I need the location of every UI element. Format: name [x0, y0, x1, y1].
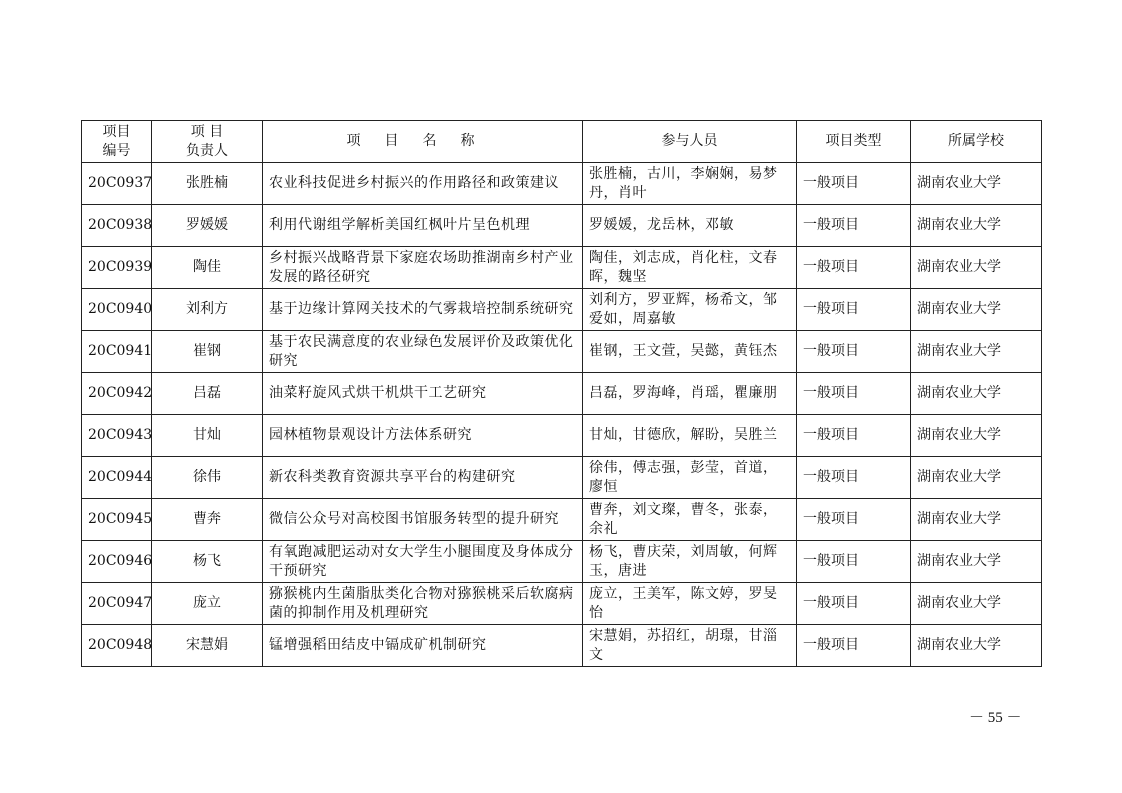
project-type-cell: 一般项目 [797, 289, 911, 331]
project-type-cell: 一般项目 [797, 415, 911, 457]
table-row [82, 163, 1042, 205]
school-cell: 湖南农业大学 [911, 625, 1042, 667]
project-name-cell: 乡村振兴战略背景下家庭农场助推湖南乡村产业发展的路径研究 [263, 247, 583, 289]
project-lead-cell: 曹奔 [152, 499, 263, 541]
table-row [82, 625, 1042, 667]
school-cell: 湖南农业大学 [911, 163, 1042, 205]
participants-cell: 徐伟，傅志强，彭莹，首道，廖恒 [583, 457, 797, 499]
participants-cell: 崔钢，王文萱，吴懿，黄钰杰 [583, 331, 797, 373]
table-row [82, 457, 1042, 499]
project-name-cell: 利用代谢组学解析美国红枫叶片呈色机理 [263, 205, 583, 247]
header-project-name [263, 121, 583, 163]
project-name-cell: 园林植物景观设计方法体系研究 [263, 415, 583, 457]
project-name-cell: 新农科类教育资源共享平台的构建研究 [263, 457, 583, 499]
project-name-cell: 基于农民满意度的农业绿色发展评价及政策优化研究 [263, 331, 583, 373]
school-cell: 湖南农业大学 [911, 289, 1042, 331]
school-cell: 湖南农业大学 [911, 415, 1042, 457]
participants-cell: 宋慧娟，苏招红，胡璟，甘淄文 [583, 625, 797, 667]
school-cell: 湖南农业大学 [911, 541, 1042, 583]
project-id-cell: 20C0941 [82, 331, 152, 373]
table-row [82, 373, 1042, 415]
table-row [82, 499, 1042, 541]
participants-cell: 张胜楠，古川，李娴娴，易梦丹，肖叶 [583, 163, 797, 205]
project-lead-cell: 徐伟 [152, 457, 263, 499]
table-row [82, 583, 1042, 625]
page-number: － 55 － [969, 710, 1022, 726]
school-cell: 湖南农业大学 [911, 499, 1042, 541]
participants-cell: 曹奔，刘文璨，曹冬，张泰，余礼 [583, 499, 797, 541]
project-id-cell: 20C0943 [82, 415, 152, 457]
project-id-cell: 20C0939 [82, 247, 152, 289]
project-id-cell: 20C0944 [82, 457, 152, 499]
header-project-type-label: 项目类型 [825, 133, 882, 149]
school-cell: 湖南农业大学 [911, 373, 1042, 415]
project-type-cell: 一般项目 [797, 499, 911, 541]
participants-cell: 陶佳，刘志成，肖化柱，文春晖，魏坚 [583, 247, 797, 289]
project-type-cell: 一般项目 [797, 205, 911, 247]
table-body [82, 163, 1042, 667]
project-name-cell: 猕猴桃内生菌脂肽类化合物对猕猴桃采后软腐病菌的抑制作用及机理研究 [263, 583, 583, 625]
project-table [81, 120, 1042, 667]
project-lead-cell: 刘利方 [152, 289, 263, 331]
project-name-cell: 微信公众号对高校图书馆服务转型的提升研究 [263, 499, 583, 541]
header-participants [583, 121, 797, 163]
header-school [911, 121, 1042, 163]
school-cell: 湖南农业大学 [911, 331, 1042, 373]
table-header-row [82, 121, 1042, 163]
project-type-cell: 一般项目 [797, 583, 911, 625]
project-id-cell: 20C0945 [82, 499, 152, 541]
school-cell: 湖南农业大学 [911, 457, 1042, 499]
project-lead-cell: 宋慧娟 [152, 625, 263, 667]
table-row [82, 331, 1042, 373]
school-cell: 湖南农业大学 [911, 583, 1042, 625]
project-id-cell: 20C0946 [82, 541, 152, 583]
table-row [82, 415, 1042, 457]
table-row [82, 541, 1042, 583]
project-name-cell: 农业科技促进乡村振兴的作用路径和政策建议 [263, 163, 583, 205]
school-cell: 湖南农业大学 [911, 247, 1042, 289]
project-name-cell: 基于边缘计算网关技术的气雾栽培控制系统研究 [263, 289, 583, 331]
project-lead-cell: 陶佳 [152, 247, 263, 289]
project-lead-cell: 罗媛媛 [152, 205, 263, 247]
header-project-type [797, 121, 911, 163]
header-project-lead [152, 121, 263, 163]
project-lead-cell: 甘灿 [152, 415, 263, 457]
school-cell: 湖南农业大学 [911, 205, 1042, 247]
header-school-label: 所属学校 [948, 133, 1004, 149]
table-row [82, 289, 1042, 331]
project-id-cell: 20C0938 [82, 205, 152, 247]
header-participants-label: 参与人员 [661, 133, 718, 149]
project-type-cell: 一般项目 [797, 331, 911, 373]
project-type-cell: 一般项目 [797, 247, 911, 289]
project-type-cell: 一般项目 [797, 373, 911, 415]
project-lead-cell: 张胜楠 [152, 163, 263, 205]
participants-cell: 罗媛媛，龙岳林，邓敏 [583, 205, 797, 247]
project-type-cell: 一般项目 [797, 625, 911, 667]
participants-cell: 刘利方，罗亚辉，杨希文，邹爱如，周嘉敏 [583, 289, 797, 331]
project-name-cell: 有氧跑减肥运动对女大学生小腿围度及身体成分干预研究 [263, 541, 583, 583]
project-id-cell: 20C0947 [82, 583, 152, 625]
project-lead-cell: 庞立 [152, 583, 263, 625]
project-type-cell: 一般项目 [797, 457, 911, 499]
project-type-cell: 一般项目 [797, 163, 911, 205]
table-row [82, 205, 1042, 247]
project-name-cell: 锰增强稻田结皮中镉成矿机制研究 [263, 625, 583, 667]
project-id-cell: 20C0948 [82, 625, 152, 667]
participants-cell: 庞立，王美军，陈文婷，罗旻怡 [583, 583, 797, 625]
header-project-lead-label: 项 目 负责人 [186, 123, 228, 159]
header-project-id-label: 项目 编号 [102, 123, 131, 159]
participants-cell: 吕磊，罗海峰，肖瑶，瞿廉朋 [583, 373, 797, 415]
project-id-cell: 20C0940 [82, 289, 152, 331]
header-project-name-label: 项目名称 [346, 133, 499, 149]
project-lead-cell: 崔钢 [152, 331, 263, 373]
participants-cell: 杨飞，曹庆荣，刘周敏，何辉玉，唐进 [583, 541, 797, 583]
participants-cell: 甘灿，甘德欣，解盼，吴胜兰 [583, 415, 797, 457]
project-name-cell: 油菜籽旋风式烘干机烘干工艺研究 [263, 373, 583, 415]
project-lead-cell: 杨飞 [152, 541, 263, 583]
project-lead-cell: 吕磊 [152, 373, 263, 415]
project-type-cell: 一般项目 [797, 541, 911, 583]
project-id-cell: 20C0942 [82, 373, 152, 415]
table-row [82, 247, 1042, 289]
header-project-id [82, 121, 152, 163]
project-id-cell: 20C0937 [82, 163, 152, 205]
